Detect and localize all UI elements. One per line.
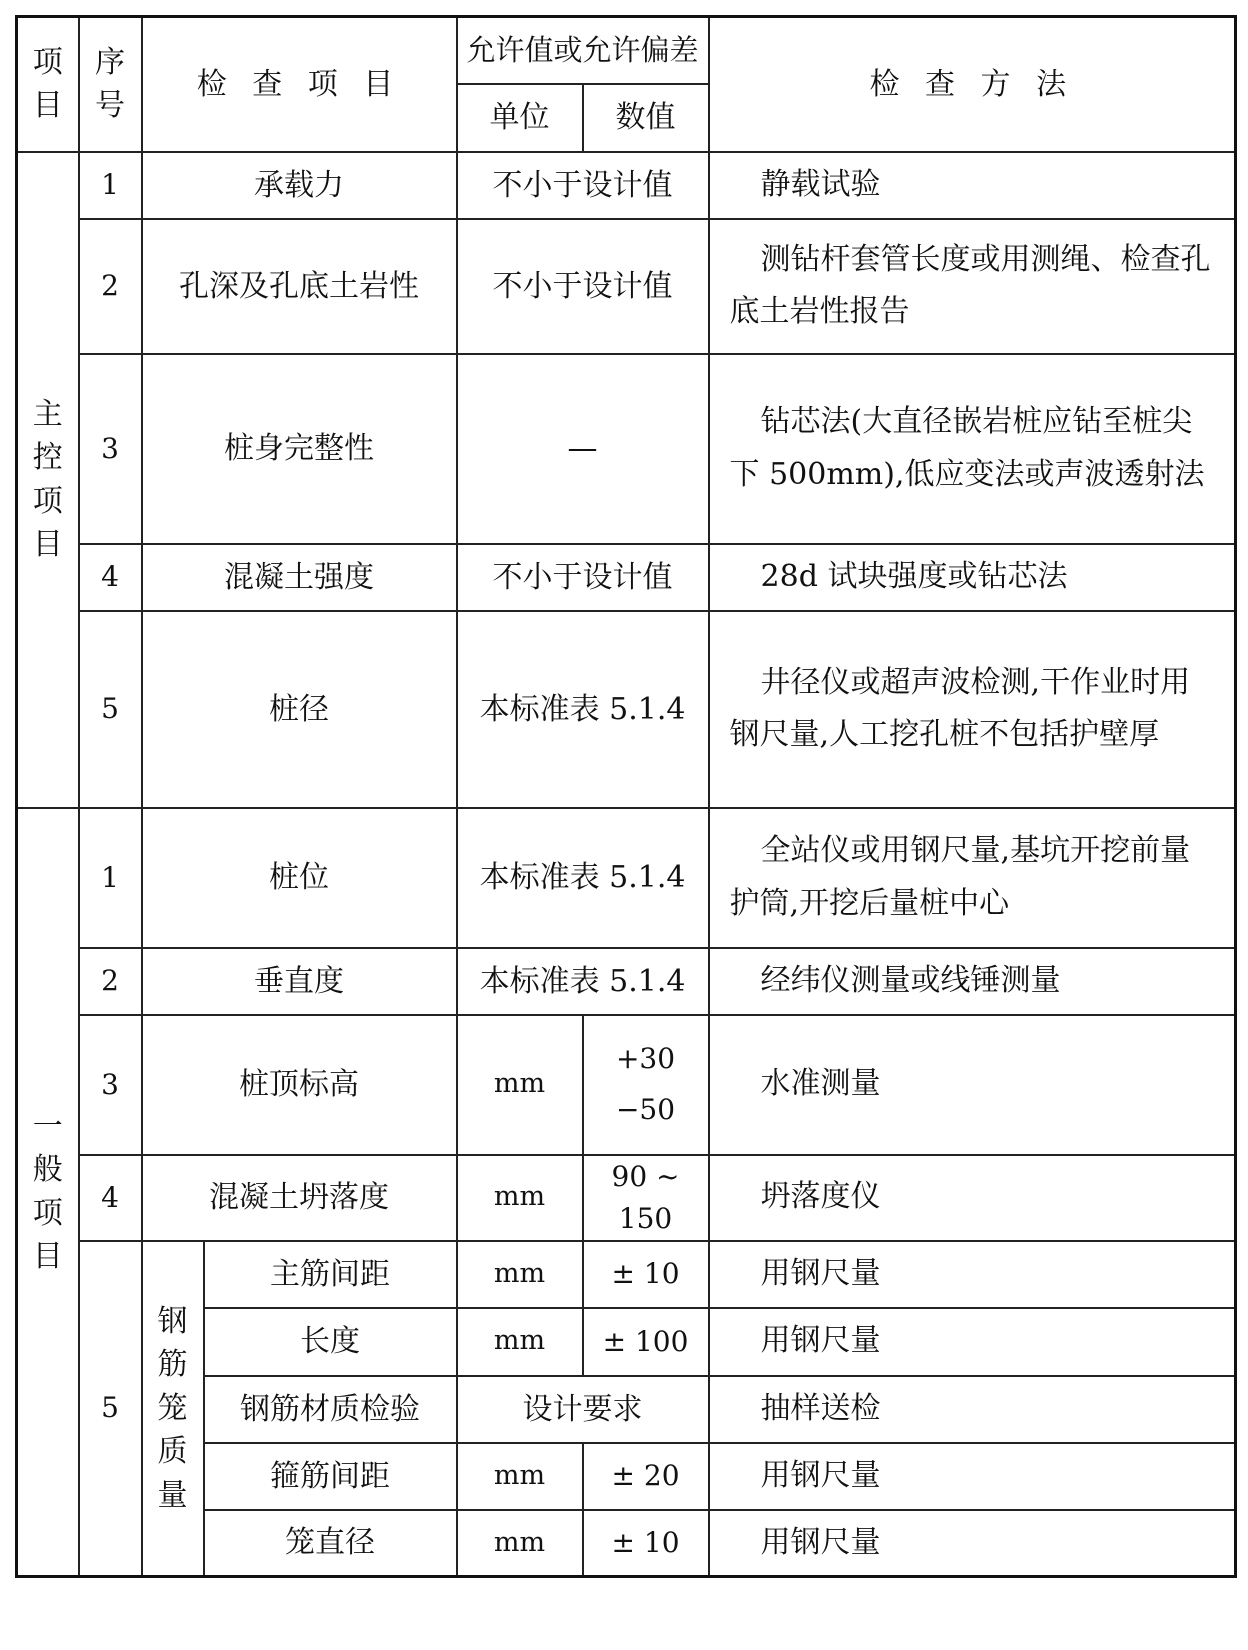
value-cell: ± 100 [583, 1308, 709, 1376]
method-text: 抽样送检 [760, 1390, 881, 1426]
seq-cell: 1 [79, 152, 142, 219]
item-cell: 笼直径 [204, 1510, 457, 1577]
value-cell: ± 10 [583, 1510, 709, 1577]
method-cell [709, 1155, 1236, 1241]
main-category-label: 主 控 项 目 [17, 152, 79, 808]
general-row-3 [17, 1015, 1236, 1155]
seq-cell: 4 [79, 544, 142, 611]
main-row-5 [17, 611, 1236, 808]
general-category-label: 一 般 项 目 [17, 808, 79, 1577]
header-tolerance: 允许值或允许偏差 [457, 17, 709, 84]
tolerance-cell: — [457, 354, 709, 544]
main-row-2 [17, 219, 1236, 354]
header-seq: 序 号 [79, 17, 142, 152]
method-cell [709, 611, 1236, 808]
method-text: 坍落度仪 [760, 1179, 881, 1215]
header-value: 数值 [583, 84, 709, 152]
item-cell: 桩位 [142, 808, 457, 948]
method-text: 经纬仪测量或线锤测量 [760, 962, 1061, 998]
value-cell: ± 20 [583, 1443, 709, 1510]
seq-cell: 3 [79, 1015, 142, 1155]
method-text: 全站仪或用钢尺量,基坑开挖前量护筒,开挖后量桩中心 [729, 833, 1191, 921]
item-cell: 长度 [204, 1308, 457, 1376]
method-cell [709, 1510, 1236, 1577]
general-row-2 [17, 948, 1236, 1015]
tolerance-cell: 本标准表 5.1.4 [457, 948, 709, 1015]
method-text: 28d 试块强度或钻芯法 [760, 558, 1068, 594]
seq-cell: 1 [79, 808, 142, 948]
method-text: 水准测量 [760, 1066, 881, 1102]
method-cell [709, 219, 1236, 354]
tolerance-cell: 设计要求 [457, 1376, 709, 1443]
seq-cell: 2 [79, 219, 142, 354]
item-cell: 箍筋间距 [204, 1443, 457, 1510]
item-cell: 主筋间距 [204, 1241, 457, 1308]
main-row-1 [17, 152, 1236, 219]
item-cell: 钢筋材质检验 [204, 1376, 457, 1443]
general-row-1 [17, 808, 1236, 948]
inspection-table [15, 15, 1237, 1578]
method-text: 钻芯法(大直径嵌岩桩应钻至桩尖下 500mm),低应变法或声波透射法 [729, 404, 1205, 492]
unit-cell: mm [457, 1308, 583, 1376]
item-cell: 承载力 [142, 152, 457, 219]
item-cell: 混凝土坍落度 [142, 1155, 457, 1241]
method-text: 用钢尺量 [760, 1323, 881, 1359]
method-cell [709, 1308, 1236, 1376]
method-cell [709, 948, 1236, 1015]
method-cell [709, 1443, 1236, 1510]
method-text: 用钢尺量 [760, 1524, 881, 1560]
tolerance-cell: 本标准表 5.1.4 [457, 611, 709, 808]
main-row-4 [17, 544, 1236, 611]
cage-label: 钢 筋 笼 质 量 [142, 1241, 204, 1577]
seq-cell: 5 [79, 1241, 142, 1577]
unit-cell: mm [457, 1155, 583, 1241]
cage-row-1 [17, 1241, 1236, 1308]
item-cell: 桩径 [142, 611, 457, 808]
method-cell [709, 1015, 1236, 1155]
header-unit: 单位 [457, 84, 583, 152]
tolerance-cell: 本标准表 5.1.4 [457, 808, 709, 948]
method-text: 井径仪或超声波检测,干作业时用钢尺量,人工挖孔桩不包括护壁厚 [729, 664, 1191, 752]
unit-cell: mm [457, 1510, 583, 1577]
method-cell [709, 1376, 1236, 1443]
tolerance-cell: 不小于设计值 [457, 544, 709, 611]
unit-cell: mm [457, 1241, 583, 1308]
value-cell: ± 10 [583, 1241, 709, 1308]
item-cell: 桩身完整性 [142, 354, 457, 544]
general-row-4 [17, 1155, 1236, 1241]
header-row-1 [17, 17, 1236, 84]
method-text: 用钢尺量 [760, 1457, 881, 1493]
method-cell [709, 1241, 1236, 1308]
tolerance-cell: 不小于设计值 [457, 219, 709, 354]
value-cell: +30 −50 [583, 1015, 709, 1155]
tolerance-cell: 不小于设计值 [457, 152, 709, 219]
unit-cell: mm [457, 1015, 583, 1155]
main-row-3 [17, 354, 1236, 544]
method-text: 测钻杆套管长度或用测绳、检查孔底土岩性报告 [729, 241, 1211, 329]
method-cell [709, 544, 1236, 611]
item-cell: 垂直度 [142, 948, 457, 1015]
method-cell [709, 152, 1236, 219]
method-cell [709, 354, 1236, 544]
seq-cell: 4 [79, 1155, 142, 1241]
seq-cell: 3 [79, 354, 142, 544]
method-text: 静载试验 [760, 166, 881, 202]
method-text: 用钢尺量 [760, 1255, 881, 1291]
header-category: 项 目 [17, 17, 79, 152]
unit-cell: mm [457, 1443, 583, 1510]
header-item: 检 查 项 目 [142, 17, 457, 152]
seq-cell: 5 [79, 611, 142, 808]
seq-cell: 2 [79, 948, 142, 1015]
value-cell: 90 ~ 150 [583, 1155, 709, 1241]
item-cell: 孔深及孔底土岩性 [142, 219, 457, 354]
method-cell [709, 808, 1236, 948]
header-method: 检 查 方 法 [709, 17, 1236, 152]
item-cell: 桩顶标高 [142, 1015, 457, 1155]
item-cell: 混凝土强度 [142, 544, 457, 611]
